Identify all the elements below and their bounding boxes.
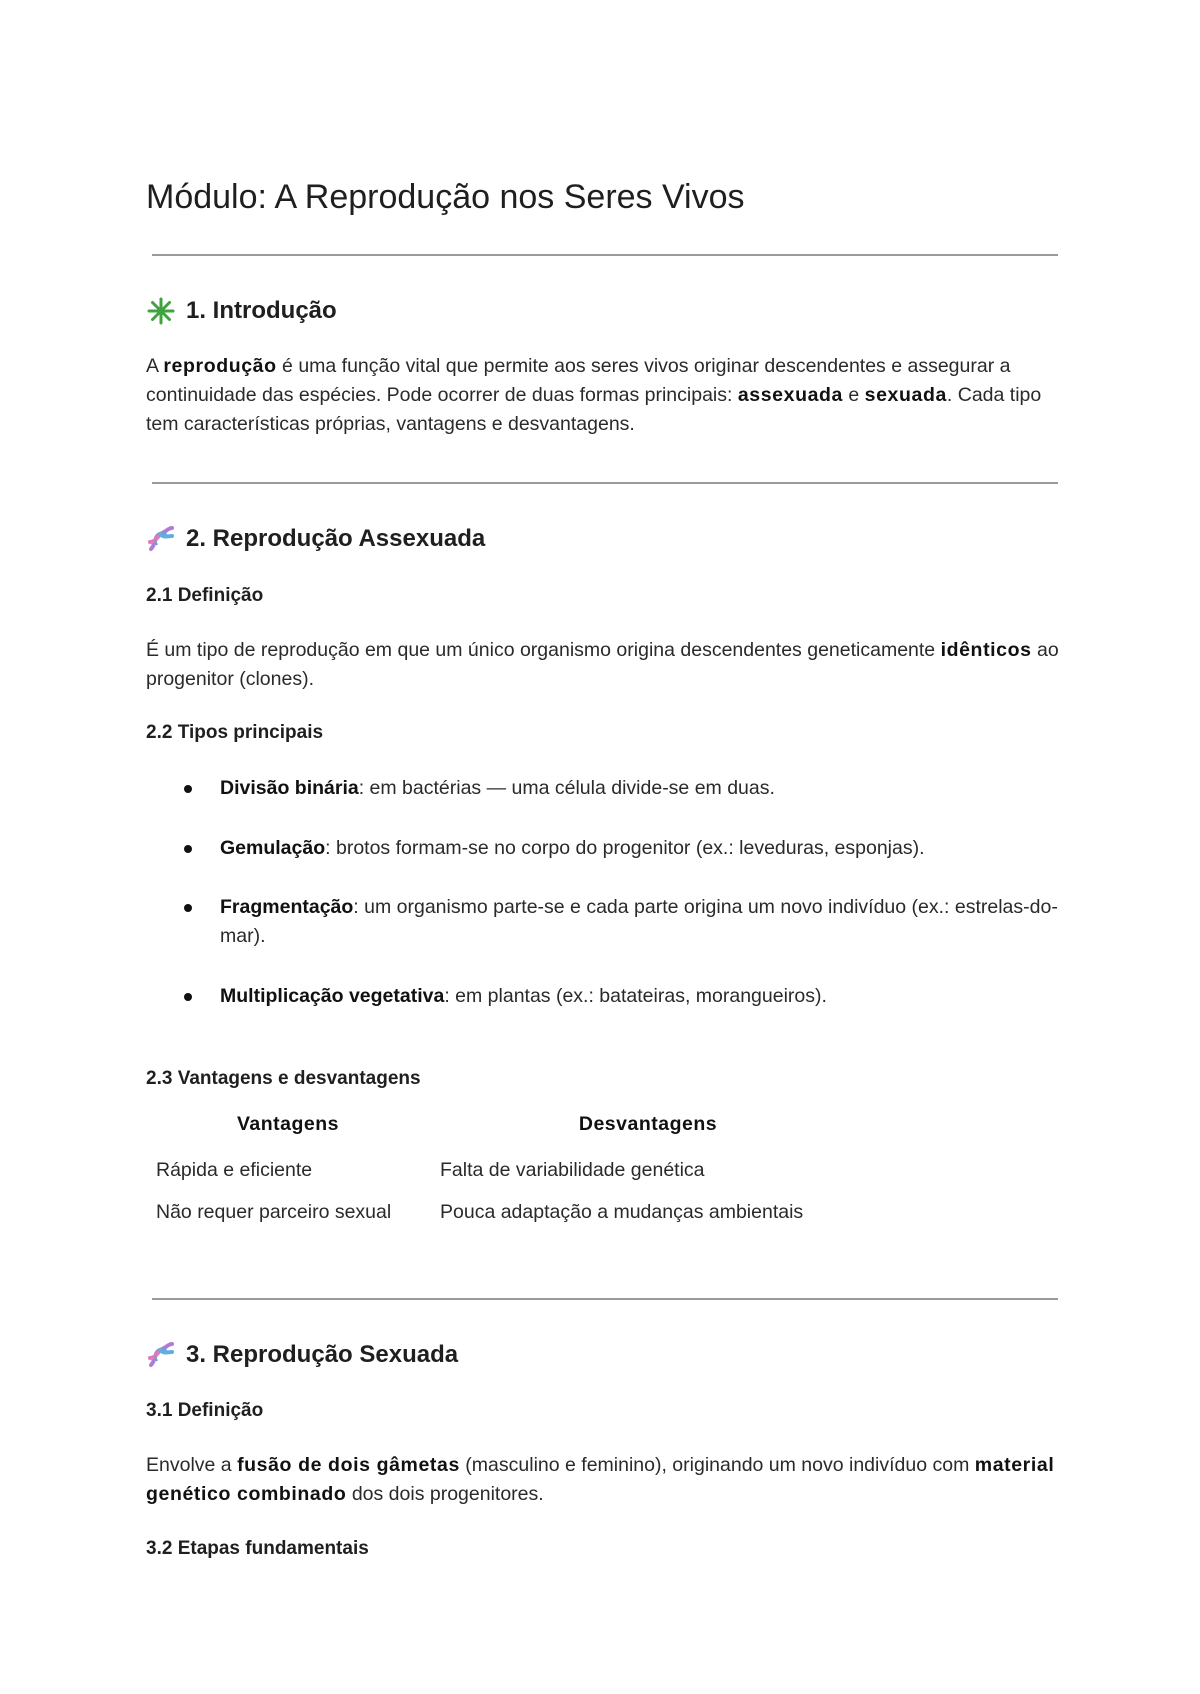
- subheading-tipos: 2.2 Tipos principais: [146, 722, 324, 743]
- pros-cons-table: [146, 1100, 866, 1227]
- table-header: Vantagens: [236, 1112, 340, 1135]
- asexual-definition: É um tipo de reprodução em que um único organismo origina descendentes geneticamente idênticos ao progenitor (clones).: [146, 639, 1059, 690]
- divider: [152, 482, 1058, 484]
- section-heading-assexuada: [146, 524, 485, 554]
- divider: [152, 254, 1058, 256]
- subheading-etapas: 3.2 Etapas fundamentais: [146, 1538, 369, 1559]
- table-cell: Falta de variabilidade genética: [440, 1159, 705, 1181]
- sexual-definition: Envolve a fusão de dois gâmetas (masculino e feminino), originando um novo indivíduo com material genético combinado dos dois progenitores.: [146, 1454, 1055, 1505]
- table-cell: Rápida e eficiente: [156, 1159, 313, 1181]
- table-cell: Pouca adaptação a mudanças ambientais: [440, 1201, 804, 1223]
- dna-icon: [146, 1340, 176, 1370]
- subheading-definicao: 2.1 Definição: [146, 585, 264, 606]
- section-heading-text: 1. Introdução: [186, 297, 337, 324]
- subheading-vantagens: 2.3 Vantagens e desvantagens: [146, 1068, 421, 1089]
- sparkle-icon: [146, 296, 176, 326]
- table-row: [146, 1148, 866, 1198]
- section-heading-text: 3. Reprodução Sexuada: [186, 1341, 459, 1368]
- bullet-dot: [184, 785, 192, 793]
- section-heading-introducao: [146, 296, 337, 326]
- divider: [152, 1298, 1058, 1300]
- bullet-dot: [184, 993, 192, 1001]
- table-cell: Não requer parceiro sexual: [156, 1201, 392, 1223]
- table-header: Desvantagens: [578, 1112, 718, 1135]
- intro-paragraph: A reprodução é uma função vital que permite aos seres vivos originar descendentes e assegurar a continuidade das espécies. Pode ocorrer de duas formas principais: assexuada e sexuada. Cada tipo tem características próprias, vantagens e desvantagens.: [146, 355, 1042, 435]
- dna-icon: [146, 524, 176, 554]
- subheading-definicao: 3.1 Definição: [146, 1400, 264, 1421]
- bullet-dot: [184, 904, 192, 912]
- page-title: Módulo: A Reprodução nos Seres Vivos: [146, 178, 745, 216]
- section-heading-sexuada: [146, 1340, 458, 1370]
- bullet-dot: [184, 845, 192, 853]
- table-row: [146, 1198, 866, 1227]
- section-heading-text: 2. Reprodução Assexuada: [186, 525, 486, 552]
